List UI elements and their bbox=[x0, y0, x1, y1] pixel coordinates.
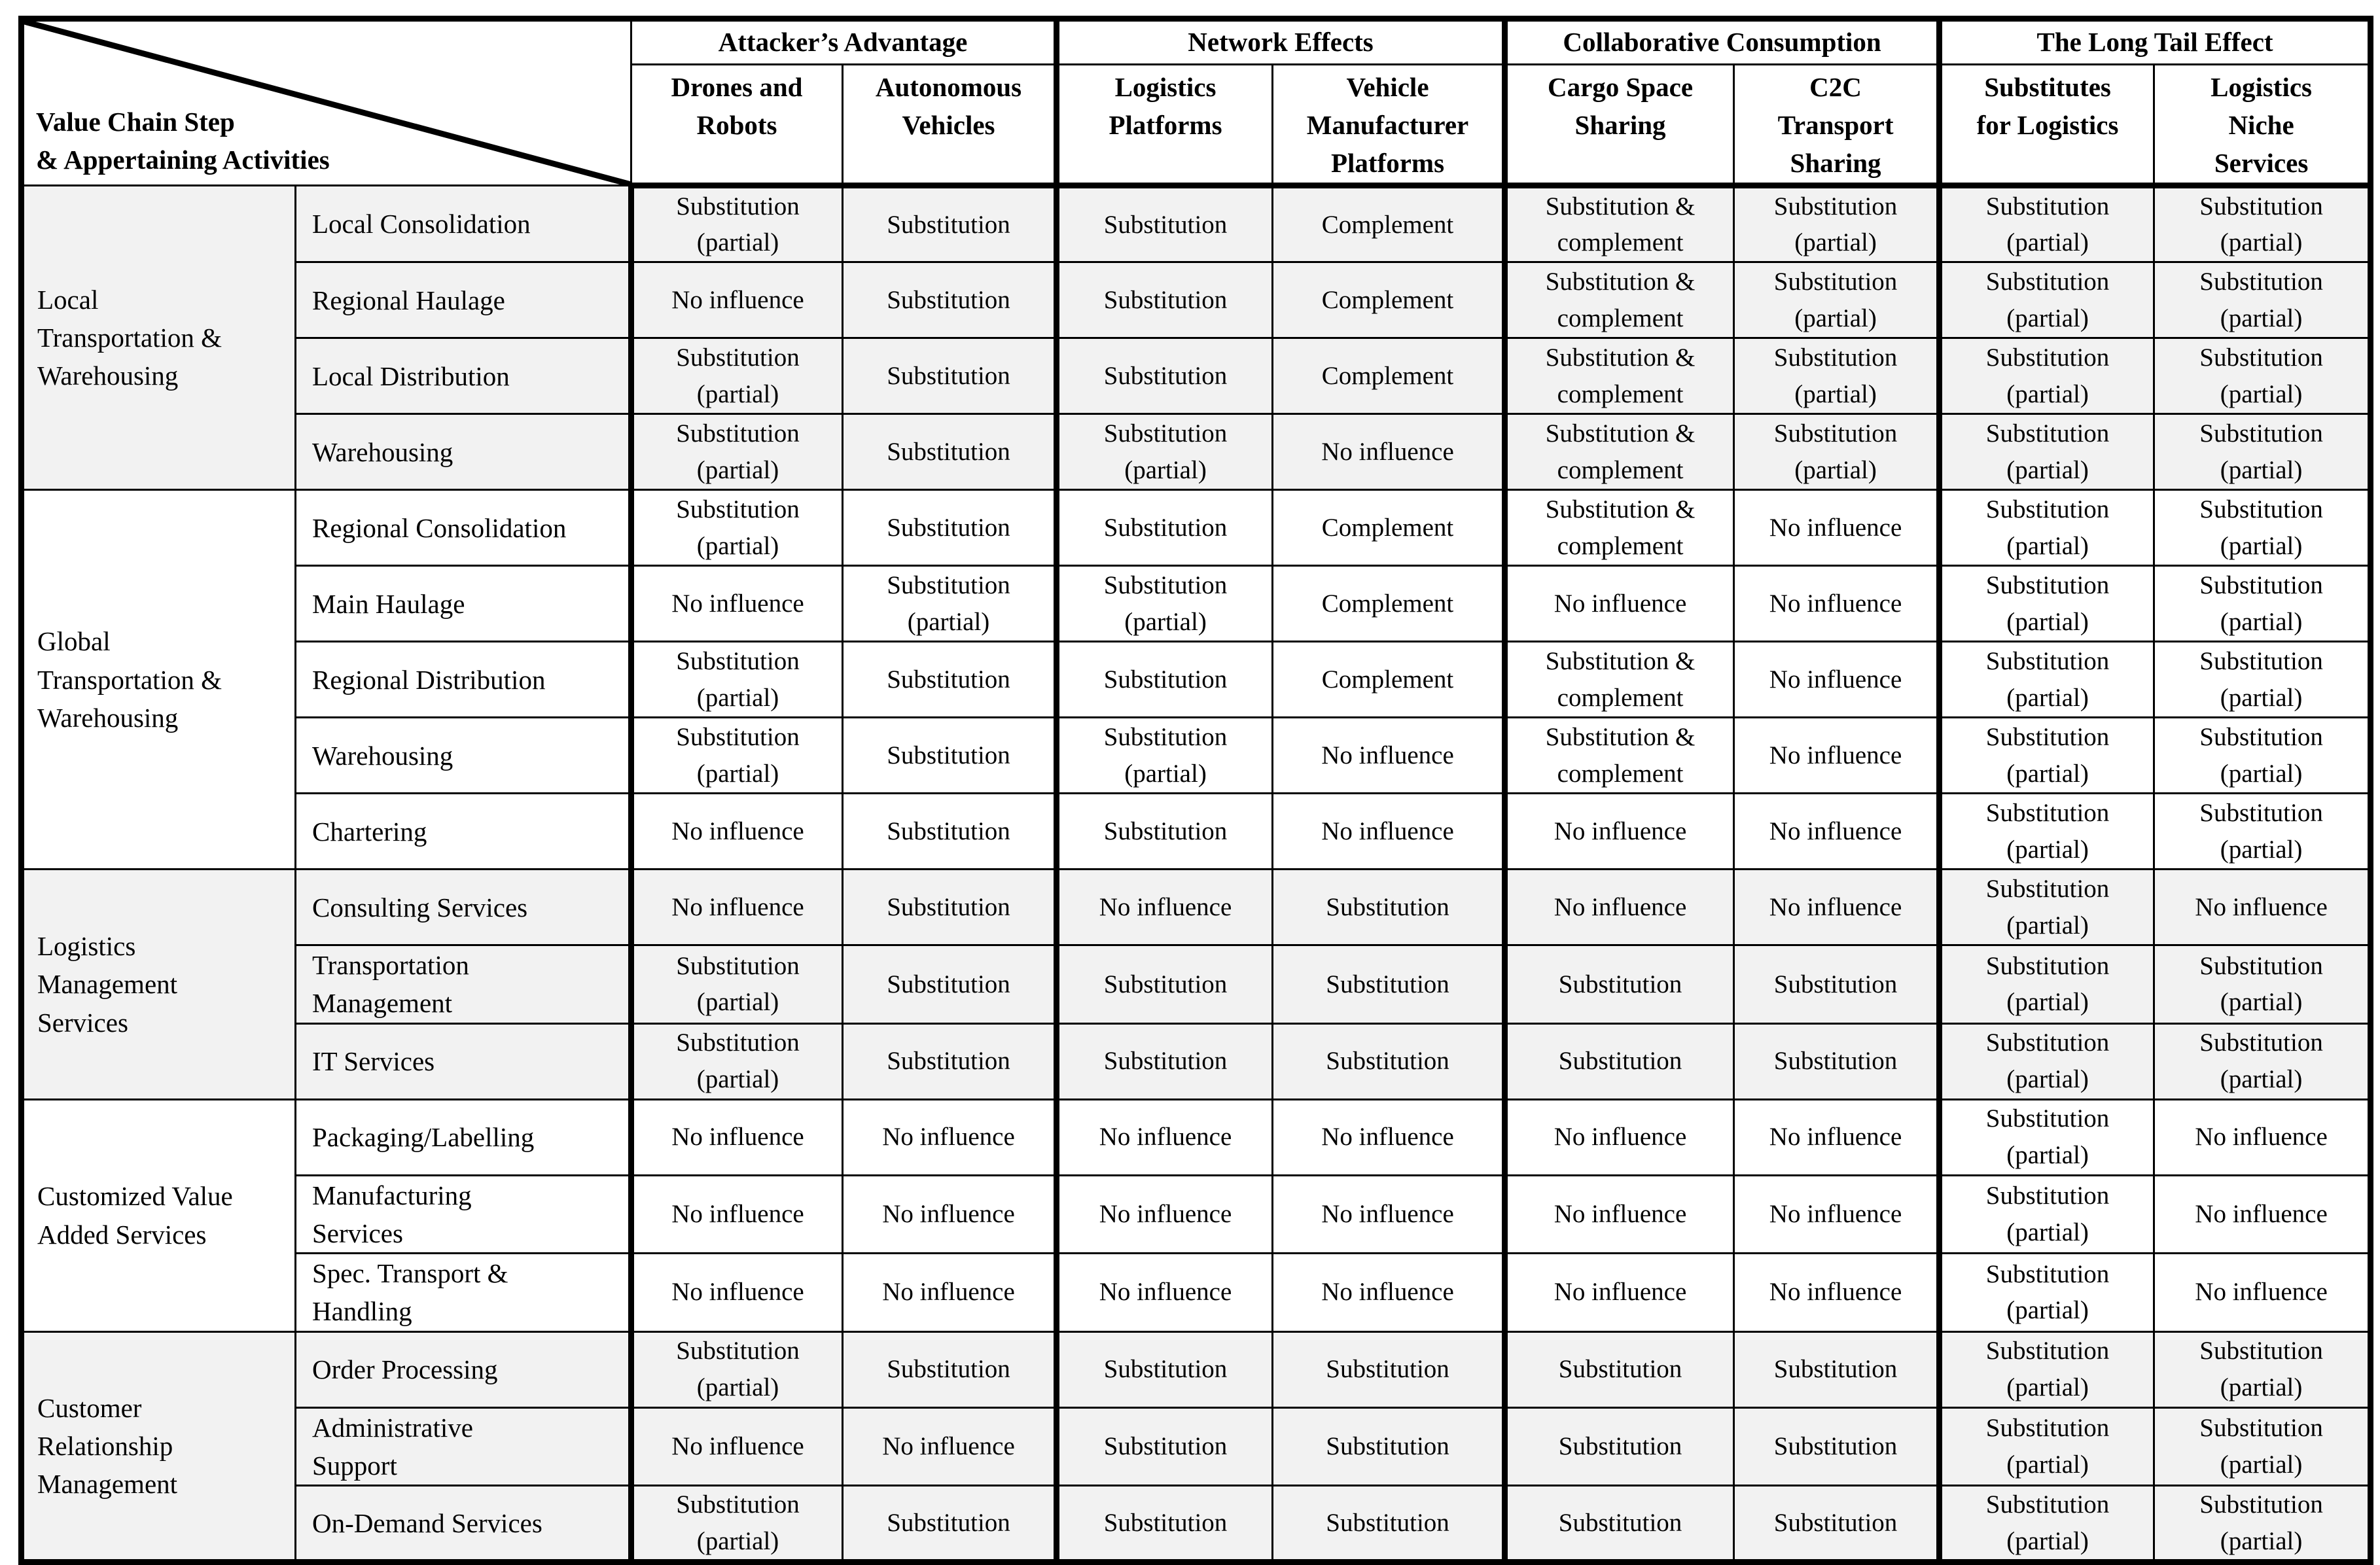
impact-cell: Substitution (partial) bbox=[631, 945, 843, 1023]
impact-cell: No influence bbox=[631, 1254, 843, 1331]
value-chain-step-label: Global Transportation & Warehousing bbox=[22, 490, 296, 870]
impact-cell: Substitution (partial) bbox=[2154, 414, 2371, 490]
impact-cell: Substitution (partial) bbox=[631, 1023, 843, 1099]
impact-cell: Substitution bbox=[1057, 1331, 1273, 1407]
impact-cell: Substitution & complement bbox=[1505, 338, 1734, 414]
impact-cell: Substitution (partial) bbox=[1940, 1099, 2154, 1175]
impact-cell: Substitution bbox=[843, 794, 1057, 870]
impact-cell: Substitution (partial) bbox=[2154, 262, 2371, 338]
activity-label: Regional Haulage bbox=[296, 262, 631, 338]
value-chain-step-label: Customized Value Added Services bbox=[22, 1099, 296, 1331]
impact-cell: Substitution (partial) bbox=[1734, 185, 1940, 262]
table-row bbox=[22, 1485, 2371, 1562]
impact-cell: Substitution (partial) bbox=[631, 490, 843, 566]
impact-cell: No influence bbox=[2154, 1254, 2371, 1331]
impact-cell: No influence bbox=[1734, 490, 1940, 566]
table-row bbox=[22, 338, 2371, 414]
activity-label: IT Services bbox=[296, 1023, 631, 1099]
impact-cell: No influence bbox=[2154, 1175, 2371, 1253]
impact-cell: No influence bbox=[1734, 870, 1940, 945]
impact-cell: No influence bbox=[843, 1175, 1057, 1253]
activity-label: Local Distribution bbox=[296, 338, 631, 414]
table-row bbox=[22, 642, 2371, 718]
impact-cell: No influence bbox=[1505, 1254, 1734, 1331]
impact-cell: Substitution & complement bbox=[1505, 414, 1734, 490]
impact-cell: No influence bbox=[1734, 794, 1940, 870]
column-group-header: Network Effects bbox=[1057, 19, 1505, 65]
impact-cell: Substitution (partial) bbox=[1940, 945, 2154, 1023]
impact-cell: Substitution bbox=[1505, 1331, 1734, 1407]
impact-cell: Substitution bbox=[843, 945, 1057, 1023]
table-row bbox=[22, 1175, 2371, 1253]
impact-cell: Substitution bbox=[843, 1023, 1057, 1099]
impact-cell: Complement bbox=[1273, 642, 1505, 718]
impact-cell: Substitution (partial) bbox=[631, 414, 843, 490]
column-group-header: Collaborative Consumption bbox=[1505, 19, 1940, 65]
impact-cell: Substitution (partial) bbox=[1734, 338, 1940, 414]
impact-cell: Substitution (partial) bbox=[1940, 1254, 2154, 1331]
impact-cell: Substitution bbox=[1057, 1023, 1273, 1099]
column-header: Substitutes for Logistics bbox=[1940, 65, 2154, 186]
impact-cell: No influence bbox=[1734, 1254, 1940, 1331]
impact-cell: No influence bbox=[1273, 1175, 1505, 1253]
column-header: C2C Transport Sharing bbox=[1734, 65, 1940, 186]
activity-label: Packaging/Labelling bbox=[296, 1099, 631, 1175]
impact-cell: Substitution (partial) bbox=[631, 718, 843, 794]
corner-label: Value Chain Step & Appertaining Activities bbox=[36, 107, 330, 175]
impact-cell: Substitution bbox=[1057, 794, 1273, 870]
impact-cell: Substitution bbox=[843, 262, 1057, 338]
impact-cell: No influence bbox=[2154, 870, 2371, 945]
table-row bbox=[22, 718, 2371, 794]
impact-cell: Substitution bbox=[1734, 1331, 1940, 1407]
impact-cell: Substitution bbox=[1057, 1407, 1273, 1485]
impact-cell: No influence bbox=[631, 870, 843, 945]
impact-cell: Substitution bbox=[1273, 1331, 1505, 1407]
impact-cell: No influence bbox=[1057, 1175, 1273, 1253]
impact-cell: Substitution (partial) bbox=[2154, 490, 2371, 566]
column-header: Autonomous Vehicles bbox=[843, 65, 1057, 186]
value-chain-section bbox=[22, 185, 2371, 490]
table-row bbox=[22, 490, 2371, 566]
activity-label: Local Consolidation bbox=[296, 185, 631, 262]
impact-cell: No influence bbox=[1734, 566, 1940, 642]
impact-cell: No influence bbox=[843, 1254, 1057, 1331]
impact-cell: Complement bbox=[1273, 262, 1505, 338]
impact-cell: Substitution bbox=[843, 1331, 1057, 1407]
impact-cell: Substitution (partial) bbox=[2154, 1407, 2371, 1485]
activity-label: Consulting Services bbox=[296, 870, 631, 945]
impact-cell: No influence bbox=[1273, 414, 1505, 490]
impact-cell: Substitution (partial) bbox=[1734, 414, 1940, 490]
table-row bbox=[22, 414, 2371, 490]
value-chain-section bbox=[22, 870, 2371, 1099]
impact-cell: Substitution (partial) bbox=[1940, 642, 2154, 718]
impact-cell: Substitution (partial) bbox=[631, 642, 843, 718]
impact-cell: Complement bbox=[1273, 566, 1505, 642]
impact-cell: No influence bbox=[1505, 1099, 1734, 1175]
table-row bbox=[22, 262, 2371, 338]
impact-cell: Substitution (partial) bbox=[2154, 338, 2371, 414]
value-chain-section bbox=[22, 490, 2371, 870]
column-header: Logistics Niche Services bbox=[2154, 65, 2371, 186]
impact-cell: Substitution bbox=[1057, 945, 1273, 1023]
impact-cell: No influence bbox=[631, 1175, 843, 1253]
impact-cell: Substitution (partial) bbox=[1940, 338, 2154, 414]
impact-cell: No influence bbox=[843, 1099, 1057, 1175]
impact-cell: Complement bbox=[1273, 185, 1505, 262]
impact-cell: No influence bbox=[1057, 870, 1273, 945]
value-chain-step-label: Customer Relationship Management bbox=[22, 1331, 296, 1562]
impact-cell: Substitution (partial) bbox=[1940, 490, 2154, 566]
impact-cell: No influence bbox=[1273, 1254, 1505, 1331]
impact-cell: Substitution (partial) bbox=[1057, 414, 1273, 490]
value-chain-section bbox=[22, 1099, 2371, 1331]
impact-cell: Substitution (partial) bbox=[2154, 642, 2371, 718]
impact-cell: Substitution bbox=[843, 870, 1057, 945]
column-header: Cargo Space Sharing bbox=[1505, 65, 1734, 186]
impact-cell: Substitution bbox=[1734, 1023, 1940, 1099]
impact-cell: Substitution bbox=[1273, 870, 1505, 945]
table-row bbox=[22, 1099, 2371, 1175]
impact-cell: Substitution bbox=[1734, 945, 1940, 1023]
impact-cell: Substitution bbox=[1505, 1485, 1734, 1562]
impact-cell: Substitution (partial) bbox=[1940, 1485, 2154, 1562]
impact-cell: No influence bbox=[1734, 718, 1940, 794]
impact-cell: No influence bbox=[631, 566, 843, 642]
impact-cell: No influence bbox=[2154, 1099, 2371, 1175]
table-row bbox=[22, 185, 2371, 262]
impact-cell: Substitution (partial) bbox=[2154, 794, 2371, 870]
impact-cell: Substitution (partial) bbox=[1057, 566, 1273, 642]
impact-cell: Substitution bbox=[843, 642, 1057, 718]
impact-cell: No influence bbox=[1273, 794, 1505, 870]
impact-cell: Substitution bbox=[1057, 490, 1273, 566]
impact-cell: Substitution (partial) bbox=[2154, 945, 2371, 1023]
impact-cell: No influence bbox=[631, 1407, 843, 1485]
activity-label: On-Demand Services bbox=[296, 1485, 631, 1562]
impact-cell: Substitution (partial) bbox=[1940, 566, 2154, 642]
impact-cell: Substitution bbox=[843, 718, 1057, 794]
column-header: Logistics Platforms bbox=[1057, 65, 1273, 186]
impact-cell: Substitution (partial) bbox=[2154, 566, 2371, 642]
table-row bbox=[22, 1331, 2371, 1407]
impact-cell: No influence bbox=[631, 794, 843, 870]
impact-cell: No influence bbox=[1057, 1254, 1273, 1331]
activity-label: Regional Consolidation bbox=[296, 490, 631, 566]
impact-cell: Substitution (partial) bbox=[2154, 1485, 2371, 1562]
value-chain-step-label: Logistics Management Services bbox=[22, 870, 296, 1099]
impact-cell: Substitution & complement bbox=[1505, 490, 1734, 566]
value-chain-section bbox=[22, 1331, 2371, 1562]
table-row bbox=[22, 945, 2371, 1023]
impact-cell: No influence bbox=[1734, 642, 1940, 718]
impact-cell: Substitution bbox=[1505, 1023, 1734, 1099]
impact-cell: Substitution (partial) bbox=[2154, 718, 2371, 794]
impact-cell: Substitution bbox=[1734, 1485, 1940, 1562]
impact-cell: Substitution bbox=[843, 490, 1057, 566]
table-header bbox=[22, 19, 2371, 186]
impact-cell: Substitution (partial) bbox=[631, 1485, 843, 1562]
impact-cell: No influence bbox=[843, 1407, 1057, 1485]
impact-cell: Substitution (partial) bbox=[1940, 794, 2154, 870]
column-group-header: Attacker’s Advantage bbox=[631, 19, 1057, 65]
impact-cell: No influence bbox=[1505, 566, 1734, 642]
impact-cell: Substitution (partial) bbox=[1940, 414, 2154, 490]
impact-cell: Substitution (partial) bbox=[1940, 1407, 2154, 1485]
impact-cell: Substitution bbox=[1273, 945, 1505, 1023]
corner-header-cell bbox=[22, 19, 631, 186]
activity-label: Chartering bbox=[296, 794, 631, 870]
impact-cell: Substitution (partial) bbox=[1940, 1023, 2154, 1099]
activity-label: Main Haulage bbox=[296, 566, 631, 642]
impact-cell: Substitution bbox=[1057, 642, 1273, 718]
value-chain-impact-table bbox=[18, 16, 2373, 1565]
value-chain-step-label: Local Transportation & Warehousing bbox=[22, 185, 296, 490]
activity-label: Manufacturing Services bbox=[296, 1175, 631, 1253]
activity-label: Order Processing bbox=[296, 1331, 631, 1407]
impact-cell: Substitution bbox=[1734, 1407, 1940, 1485]
impact-cell: Substitution bbox=[843, 185, 1057, 262]
impact-cell: Substitution bbox=[1273, 1407, 1505, 1485]
impact-cell: No influence bbox=[1273, 1099, 1505, 1175]
impact-cell: Substitution (partial) bbox=[1057, 718, 1273, 794]
impact-cell: Substitution (partial) bbox=[1940, 870, 2154, 945]
impact-cell: Substitution & complement bbox=[1505, 642, 1734, 718]
impact-cell: No influence bbox=[631, 1099, 843, 1175]
impact-cell: No influence bbox=[1057, 1099, 1273, 1175]
impact-cell: No influence bbox=[1273, 718, 1505, 794]
impact-cell: Substitution (partial) bbox=[631, 338, 843, 414]
impact-cell: Substitution (partial) bbox=[1940, 1331, 2154, 1407]
impact-cell: No influence bbox=[1505, 870, 1734, 945]
impact-cell: Substitution bbox=[1273, 1485, 1505, 1562]
impact-cell: Substitution (partial) bbox=[1940, 262, 2154, 338]
impact-cell: Substitution (partial) bbox=[2154, 185, 2371, 262]
impact-cell: Substitution & complement bbox=[1505, 718, 1734, 794]
impact-cell: Substitution bbox=[843, 1485, 1057, 1562]
table-row bbox=[22, 1254, 2371, 1331]
impact-cell: Substitution (partial) bbox=[2154, 1331, 2371, 1407]
impact-cell: Substitution (partial) bbox=[2154, 1023, 2371, 1099]
impact-cell: Substitution bbox=[1505, 1407, 1734, 1485]
table-row bbox=[22, 870, 2371, 945]
table-row bbox=[22, 1023, 2371, 1099]
impact-cell: Substitution (partial) bbox=[1734, 262, 1940, 338]
impact-cell: Substitution (partial) bbox=[631, 1331, 843, 1407]
activity-label: Spec. Transport & Handling bbox=[296, 1254, 631, 1331]
impact-cell: Substitution bbox=[1057, 262, 1273, 338]
impact-cell: Substitution bbox=[843, 414, 1057, 490]
impact-cell: No influence bbox=[1505, 794, 1734, 870]
impact-cell: Complement bbox=[1273, 338, 1505, 414]
activity-label: Transportation Management bbox=[296, 945, 631, 1023]
table-row bbox=[22, 566, 2371, 642]
impact-cell: Substitution bbox=[1057, 1485, 1273, 1562]
activity-label: Warehousing bbox=[296, 718, 631, 794]
impact-cell: Substitution (partial) bbox=[843, 566, 1057, 642]
impact-cell: Substitution (partial) bbox=[1940, 1175, 2154, 1253]
table-row bbox=[22, 1407, 2371, 1485]
impact-cell: Substitution bbox=[843, 338, 1057, 414]
impact-cell: Substitution bbox=[1057, 338, 1273, 414]
impact-cell: Substitution (partial) bbox=[631, 185, 843, 262]
impact-cell: Substitution & complement bbox=[1505, 262, 1734, 338]
impact-cell: Substitution bbox=[1273, 1023, 1505, 1099]
impact-cell: Substitution & complement bbox=[1505, 185, 1734, 262]
impact-cell: No influence bbox=[1505, 1175, 1734, 1253]
activity-label: Administrative Support bbox=[296, 1407, 631, 1485]
activity-label: Warehousing bbox=[296, 414, 631, 490]
impact-cell: No influence bbox=[1734, 1099, 1940, 1175]
impact-cell: No influence bbox=[1734, 1175, 1940, 1253]
impact-cell: No influence bbox=[631, 262, 843, 338]
impact-cell: Substitution (partial) bbox=[1940, 185, 2154, 262]
activity-label: Regional Distribution bbox=[296, 642, 631, 718]
impact-cell: Complement bbox=[1273, 490, 1505, 566]
impact-cell: Substitution bbox=[1505, 945, 1734, 1023]
impact-cell: Substitution (partial) bbox=[1940, 718, 2154, 794]
column-header: Drones and Robots bbox=[631, 65, 843, 186]
column-group-header: The Long Tail Effect bbox=[1940, 19, 2371, 65]
impact-cell: Substitution bbox=[1057, 185, 1273, 262]
column-header: Vehicle Manufacturer Platforms bbox=[1273, 65, 1505, 186]
table-row bbox=[22, 794, 2371, 870]
